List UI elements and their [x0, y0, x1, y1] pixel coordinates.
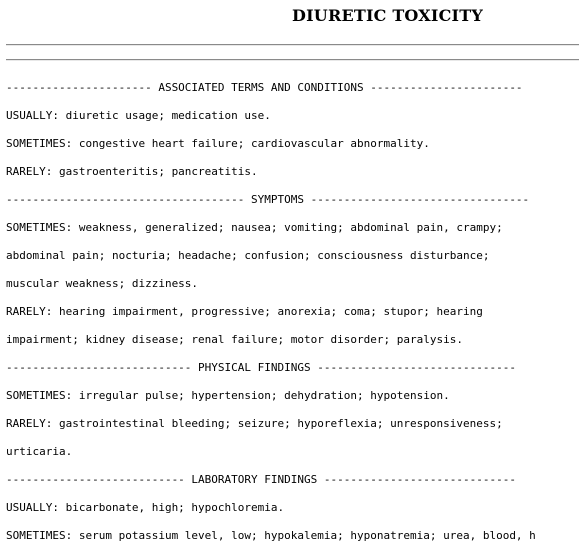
rarely-symptoms-line-2: impairment; kidney disease; renal failure; motor disorder; paralysis.: [6, 333, 463, 346]
section-header-physical-findings: ---------------------------- PHYSICAL FINDINGS ------------------------------: [6, 361, 516, 374]
section-header-laboratory-findings: --------------------------- LABORATORY FINDINGS -----------------------------: [6, 473, 516, 486]
rarely-physical-line-2: urticaria.: [6, 445, 73, 458]
sometimes-symptoms-line-3: muscular weakness; dizziness.: [6, 277, 199, 290]
usually-laboratory-line: USUALLY: bicarbonate, high; hypochloremia.: [6, 501, 285, 514]
sometimes-associated-line: SOMETIMES: congestive heart failure; cardiovascular abnormality.: [6, 137, 430, 150]
rarely-associated-line: RARELY: gastroenteritis; pancreatitis.: [6, 165, 258, 178]
horizontal-rule-bottom: [6, 59, 579, 61]
sometimes-physical-line: SOMETIMES: irregular pulse; hypertension; dehydration; hypotension.: [6, 389, 450, 402]
section-header-associated-terms: ---------------------- ASSOCIATED TERMS AND CONDITIONS -----------------------: [6, 81, 523, 94]
sometimes-symptoms-line-2: abdominal pain; nocturia; headache; confusion; consciousness disturbance;: [6, 249, 490, 262]
rarely-physical-line-1: RARELY: gastrointestinal bleeding; seizure; hyporeflexia; unresponsiveness;: [6, 417, 503, 430]
rarely-symptoms-line-1: RARELY: hearing impairment, progressive; anorexia; coma; stupor; hearing: [6, 305, 483, 318]
page-title: DIURETIC TOXICITY: [292, 6, 483, 25]
sometimes-laboratory-line-partial: SOMETIMES: serum potassium level, low; hypokalemia; hyponatremia; urea, blood, h: [6, 529, 536, 542]
usually-associated-line: USUALLY: diuretic usage; medication use.: [6, 109, 271, 122]
sometimes-symptoms-line-1: SOMETIMES: weakness, generalized; nausea; vomiting; abdominal pain, crampy;: [6, 221, 503, 234]
horizontal-rule-top: [6, 44, 579, 46]
section-header-symptoms: ------------------------------------ SYMPTOMS ---------------------------------: [6, 193, 530, 206]
